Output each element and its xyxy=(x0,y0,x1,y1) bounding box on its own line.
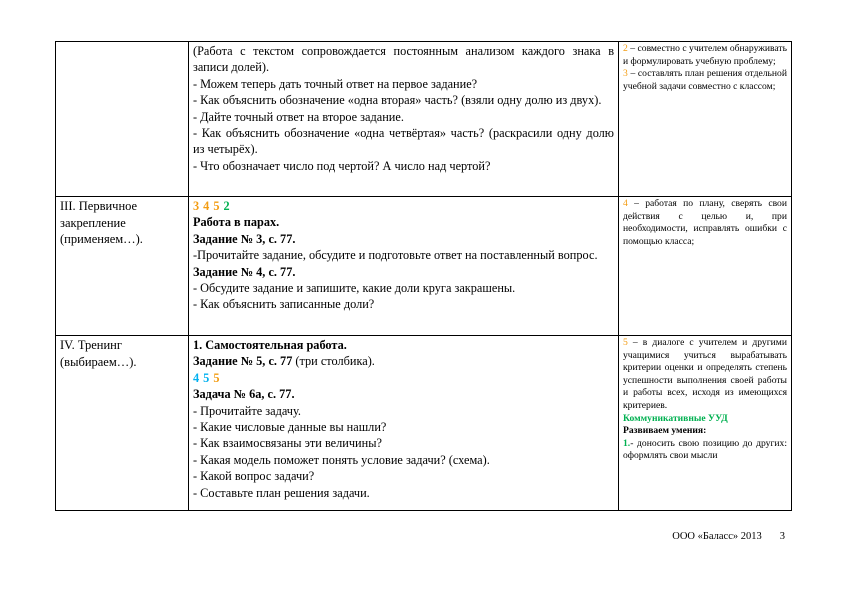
table-row xyxy=(56,336,792,511)
uud-number: 5 xyxy=(203,370,210,385)
uud-text: – совместно с учителем обнаруживать и формулировать учебную проблему; xyxy=(623,43,787,67)
content-line: Задача № 6а, с. 77. xyxy=(193,387,295,402)
lesson-table xyxy=(55,41,792,511)
uud-cell xyxy=(619,197,792,336)
page-number: 3 xyxy=(779,531,785,542)
task-note: (три столбика). xyxy=(292,354,375,369)
content-line: - Какой вопрос задачи? xyxy=(193,469,315,484)
content-line: - Как взаимосвязаны эти величины? xyxy=(193,436,382,451)
uud-subheading: Развиваем умения: xyxy=(623,425,707,437)
uud-number: 4 xyxy=(193,370,200,385)
content-line: - Составьте план решения задачи. xyxy=(193,485,370,500)
content-line xyxy=(193,353,614,369)
uud-number-list xyxy=(193,198,614,214)
content-line: (Работа с текстом сопровождается постоянным анализом каждого знака в записи долей). xyxy=(193,44,614,75)
table-row xyxy=(56,197,792,336)
content-cell xyxy=(189,336,619,511)
content-line: - Какая модель поможет понять условие задачи? (схема). xyxy=(193,452,490,467)
content-line: - Обсудите задание и запишите, какие доли круга закрашены. xyxy=(193,281,516,296)
stage-cell: III. Первичное закрепление (применяем…). xyxy=(56,197,189,336)
uud-number: 2 xyxy=(623,43,628,54)
uud-number: 4 xyxy=(203,199,210,213)
uud-item xyxy=(623,68,787,93)
content-cell xyxy=(189,42,619,197)
uud-item xyxy=(623,198,787,248)
content-line: Задание № 4, с. 77. xyxy=(193,264,296,279)
content-line: Задание № 3, с. 77. xyxy=(193,231,296,246)
content-cell xyxy=(189,197,619,336)
uud-item xyxy=(623,438,787,463)
uud-text: – в диалоге с учителем и другими учащимися учиться вырабатывать критерии оценки и определять степень успешности выполнения своей работы и работы всех, исходя из имеющихся критериев. xyxy=(623,337,787,411)
content-line: Работа в парах. xyxy=(193,215,280,230)
footer-company: ООО «Баласс» 2013 xyxy=(672,531,762,542)
content-line: 1. Самостоятельная работа. xyxy=(193,338,347,352)
uud-text: - доносить свою позицию до других: оформлять свои мысли xyxy=(623,437,787,462)
task-reference: Задание № 5, с. 77 xyxy=(193,354,293,369)
table-row xyxy=(56,42,792,197)
uud-item xyxy=(623,337,787,413)
uud-text: – работая по плану, сверять свои действия с целью и, при необходимости, исправлять ошибки с помощью класса; xyxy=(623,198,787,247)
uud-number: 5 xyxy=(213,199,220,213)
uud-heading: Коммуникативные УУД xyxy=(623,412,728,424)
uud-number: 3 xyxy=(623,68,628,80)
uud-number: 2 xyxy=(223,199,230,213)
uud-number-list xyxy=(193,370,614,386)
content-line: - Как объяснить записанные доли? xyxy=(193,297,375,312)
page-footer xyxy=(672,531,785,542)
content-line: - Какие числовые данные вы нашли? xyxy=(193,420,387,435)
uud-text: – составлять план решения отдельной учебной задачи совместно с классом; xyxy=(623,68,787,92)
content-line: - Что обозначает число под чертой? А число над чертой? xyxy=(193,158,491,173)
uud-cell xyxy=(619,42,792,197)
content-line: - Как объяснить обозначение «одна четвёртая» часть? (раскрасили одну долю из четырёх). xyxy=(193,126,614,157)
uud-cell xyxy=(619,336,792,511)
uud-item xyxy=(623,43,787,68)
stage-cell xyxy=(56,42,189,197)
content-line: - Можем теперь дать точный ответ на первое задание? xyxy=(193,76,478,91)
content-line: - Как объяснить обозначение «одна вторая» часть? (взяли одну долю из двух). xyxy=(193,93,602,108)
stage-cell: IV. Тренинг (выбираем…). xyxy=(56,336,189,511)
content-line: - Дайте точный ответ на второе задание. xyxy=(193,109,404,124)
content-line: -Прочитайте задание, обсудите и подготовьте ответ на поставленный вопрос. xyxy=(193,248,598,263)
uud-number: 5 xyxy=(623,337,628,348)
uud-number: 3 xyxy=(193,199,200,213)
uud-number: 1. xyxy=(623,437,631,449)
uud-number: 4 xyxy=(623,198,628,209)
content-line: - Прочитайте задачу. xyxy=(193,403,301,418)
uud-number: 5 xyxy=(213,370,220,385)
